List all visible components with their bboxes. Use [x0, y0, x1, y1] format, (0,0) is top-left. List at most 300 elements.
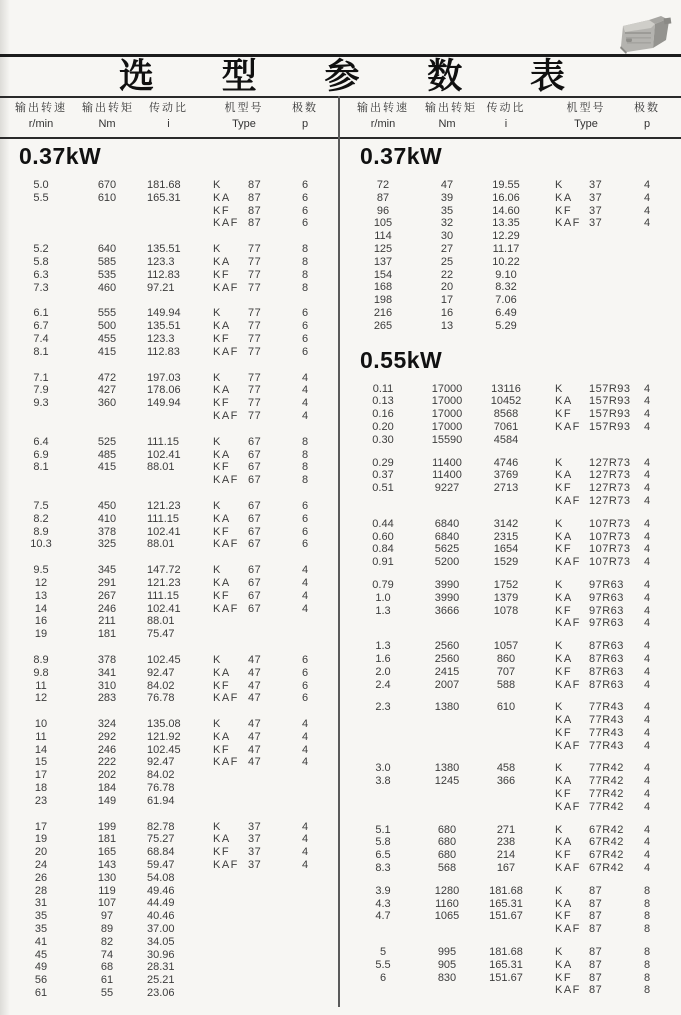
type-size-cell: 87: [248, 191, 262, 204]
type-size-cell: 157R93: [589, 395, 631, 408]
ratio-group: [0, 307, 340, 358]
table-row: [341, 666, 681, 679]
type-prefix-cell: K: [555, 640, 564, 653]
table-row: [0, 513, 340, 526]
ratio-cell: 75.27: [147, 833, 175, 846]
type-size-cell: 87R63: [589, 652, 624, 665]
poles-cell: 4: [643, 665, 651, 678]
type-prefix-cell: KF: [213, 204, 231, 217]
speed-cell: 8.1: [33, 461, 49, 474]
type-size-cell: 97R63: [589, 591, 624, 604]
ratio-cell: 19.55: [492, 179, 520, 191]
type-prefix-cell: K: [213, 820, 222, 833]
speed-cell: 5.8: [33, 255, 49, 268]
type-size-cell: 37: [589, 204, 603, 217]
speed-cell: 13: [34, 589, 48, 602]
ratio-label: 传动比: [149, 102, 188, 114]
table-row: [341, 762, 681, 775]
speed-cell: 2.0: [375, 665, 391, 678]
type-prefix-cell: KF: [213, 589, 231, 602]
speed-cell: 6.1: [33, 307, 49, 320]
ratio-cell: 1057: [493, 640, 519, 653]
speed-cell: 0.84: [372, 543, 394, 556]
ratio-cell: 16.06: [492, 191, 520, 204]
type-size-cell: 87: [248, 204, 262, 217]
type-size-cell: 77: [248, 268, 262, 281]
table-row: [341, 801, 681, 814]
table-row: [0, 333, 340, 346]
speed-cell: 105: [373, 217, 393, 230]
ratio-cell: 30.96: [147, 948, 175, 961]
type-size-cell: 47: [248, 756, 262, 769]
torque-cell: 378: [97, 525, 117, 538]
torque-cell: 905: [437, 958, 457, 971]
ratio-cell: 49.46: [147, 884, 175, 897]
table-row: [341, 775, 681, 788]
type-size-cell: 47: [248, 718, 262, 731]
type-prefix-cell: K: [213, 307, 222, 320]
torque-cell: 184: [97, 782, 117, 795]
type-prefix-cell: KA: [555, 836, 573, 849]
type-size-cell: 127R73: [589, 494, 631, 507]
type-prefix-cell: K: [555, 517, 564, 530]
type-prefix-cell: KAF: [555, 862, 581, 875]
type-prefix-cell: KA: [555, 714, 573, 727]
poles-cell: 8: [301, 281, 309, 294]
poles-cell: 4: [643, 862, 651, 875]
torque-cell: 30: [440, 230, 454, 243]
ratio-cell: 214: [496, 849, 516, 862]
type-prefix-cell: KA: [213, 320, 231, 333]
type-size-cell: 87R63: [589, 640, 624, 653]
gearmotor-photo: [609, 10, 673, 56]
poles-cell: 4: [643, 604, 651, 617]
speed-cell: 2.3: [375, 701, 391, 714]
type-size-cell: 87R63: [589, 665, 624, 678]
table-row: [341, 383, 681, 396]
poles-cell: 4: [643, 849, 651, 862]
table-row: [0, 974, 340, 987]
table-row: [341, 543, 681, 556]
ratio-cell: 8.32: [495, 281, 517, 294]
table-row: [0, 756, 340, 769]
torque-cell: 97: [100, 910, 114, 923]
table-row: [341, 972, 681, 985]
ratio-cell: 178.06: [147, 384, 181, 397]
torque-cell: 310: [97, 679, 117, 692]
ratio-cell: 181.68: [489, 946, 523, 959]
type-prefix-cell: KA: [555, 395, 573, 408]
ratio-cell: 1379: [493, 591, 519, 604]
speed-cell: 9.3: [33, 397, 49, 410]
table-row: [341, 307, 681, 320]
speed-cell: 8.3: [375, 862, 391, 875]
torque-cell: 415: [97, 461, 117, 474]
ratio-cell: 34.05: [147, 935, 175, 948]
col-header-poles: [283, 100, 327, 132]
torque-cell: 485: [97, 448, 117, 461]
type-prefix-cell: KAF: [213, 756, 239, 769]
ratio-group: [0, 436, 340, 487]
type-size-cell: 67R42: [589, 849, 624, 862]
table-body-right: [341, 138, 681, 1007]
speed-cell: 6.7: [33, 320, 49, 333]
speed-cell: 23: [34, 794, 48, 807]
ratio-cell: 13116: [491, 382, 521, 395]
table-row: [341, 256, 681, 269]
table-row: [0, 590, 340, 603]
type-size-cell: 87: [589, 897, 603, 910]
table-row: [341, 457, 681, 470]
type-size-cell: 77: [248, 281, 262, 294]
ratio-group: [0, 243, 340, 294]
speed-cell: 6.4: [33, 435, 49, 448]
speed-cell: 87: [376, 191, 390, 204]
speed-cell: 6.5: [375, 849, 391, 862]
type-size-cell: 107R73: [589, 530, 631, 543]
col-header-ratio: [132, 100, 205, 132]
type-size-cell: 67: [248, 448, 262, 461]
poles-cell: 6: [301, 538, 309, 551]
speed-cell: 26: [34, 871, 48, 884]
ratio-cell: 25.21: [147, 974, 175, 987]
ratio-cell: 1752: [493, 578, 519, 591]
table-row: [341, 495, 681, 508]
type-prefix-cell: KF: [555, 849, 573, 862]
speed-cell: 19: [34, 628, 48, 641]
type-size-cell: 67: [248, 525, 262, 538]
ratio-cell: 4584: [493, 433, 519, 446]
torque-cell: 15590: [431, 433, 463, 446]
poles-cell: 8: [643, 946, 651, 959]
type-size-cell: 97R63: [589, 578, 624, 591]
speed-cell: 2.4: [375, 678, 391, 691]
power-section-heading: 0.37kW: [360, 143, 443, 169]
ratio-cell: 23.06: [147, 987, 175, 1000]
speed-cell: 49: [34, 961, 48, 974]
ratio-cell: 102.45: [147, 653, 181, 666]
ratio-group: [0, 821, 340, 1000]
speed-cell: 0.30: [372, 433, 394, 446]
table-row: [0, 410, 340, 423]
torque-cell: 181: [97, 628, 117, 641]
speed-cell: 28: [34, 884, 48, 897]
ratio-cell: 28.31: [147, 961, 175, 974]
ratio-cell: 44.49: [147, 897, 175, 910]
table-row: [0, 923, 340, 936]
type-prefix-cell: KAF: [213, 474, 239, 487]
type-size-cell: 67: [248, 499, 262, 512]
ratio-cell: 165.31: [147, 191, 181, 204]
poles-cell: 4: [301, 564, 309, 577]
type-prefix-cell: K: [213, 564, 222, 577]
poles-cell: 8: [301, 448, 309, 461]
table-row: [0, 897, 340, 910]
col-header-torque: [82, 100, 132, 132]
type-prefix-cell: KF: [555, 604, 573, 617]
poles-cell: 4: [301, 743, 309, 756]
type-prefix-cell: KAF: [555, 217, 581, 230]
type-size-cell: 77R43: [589, 726, 624, 739]
type-size-cell: 67: [248, 538, 262, 551]
poles-cell: 6: [301, 320, 309, 333]
type-prefix-cell: KA: [213, 384, 231, 397]
torque-cell: 246: [97, 743, 117, 756]
table-row: [341, 294, 681, 307]
speed-cell: 4.3: [375, 897, 391, 910]
torque-cell: 16: [440, 306, 454, 319]
ratio-cell: 11.17: [492, 242, 520, 255]
type-prefix-cell: KA: [555, 652, 573, 665]
speed-cell: 8.9: [33, 653, 49, 666]
torque-cell: 222: [97, 756, 117, 769]
torque-cell: 283: [97, 692, 117, 705]
table-header-left: [0, 100, 340, 132]
speed-cell: 0.29: [372, 456, 394, 469]
ratio-cell: 1654: [493, 543, 519, 556]
type-prefix-cell: KAF: [213, 217, 239, 230]
type-prefix-cell: K: [555, 456, 564, 469]
ratio-cell: 1529: [493, 556, 519, 569]
table-row: [0, 449, 340, 462]
table-header-right: [341, 100, 681, 132]
type-prefix-cell: KF: [213, 268, 231, 281]
table-row: [341, 205, 681, 218]
type-size-cell: 97R63: [589, 604, 624, 617]
type-prefix-cell: K: [213, 718, 222, 731]
poles-cell: 4: [643, 836, 651, 849]
type-size-cell: 67R42: [589, 823, 624, 836]
type-prefix-cell: KAF: [555, 556, 581, 569]
type-prefix-cell: KF: [555, 204, 573, 217]
table-row: [341, 701, 681, 714]
col-header-speed: [0, 100, 82, 132]
speed-cell: 11: [35, 679, 47, 692]
torque-cell: 455: [97, 332, 117, 345]
table-row: [341, 984, 681, 997]
type-size-cell: 157R93: [589, 420, 631, 433]
poles-cell: 6: [301, 679, 309, 692]
poles-label: 极数: [634, 102, 660, 114]
poles-cell: 6: [301, 525, 309, 538]
torque-cell: 472: [97, 371, 117, 384]
poles-cell: 4: [301, 833, 309, 846]
torque-cell: 68: [100, 961, 114, 974]
torque-cell: 555: [97, 307, 117, 320]
power-section-heading: 0.55kW: [360, 346, 443, 373]
torque-cell: 5625: [434, 543, 460, 556]
ratio-cell: 123.3: [147, 255, 175, 268]
ratio-cell: 68.84: [147, 846, 175, 859]
ratio-cell: 112.83: [147, 268, 180, 281]
ratio-group: [0, 564, 340, 641]
power-section-heading: 0.37kW: [19, 143, 102, 169]
type-size-cell: 87: [248, 217, 262, 230]
ratio-cell: 121.23: [147, 499, 181, 512]
table-row: [341, 862, 681, 875]
table-row: [0, 821, 340, 834]
torque-cell: 585: [97, 255, 117, 268]
torque-cell: 165: [97, 846, 117, 859]
poles-cell: 4: [643, 701, 651, 714]
type-prefix-cell: KF: [213, 397, 231, 410]
poles-cell: 8: [301, 435, 309, 448]
poles-cell: 8: [301, 268, 309, 281]
speed-cell: 7.3: [33, 281, 49, 294]
ratio-cell: 165.31: [489, 897, 523, 910]
ratio-cell: 111.15: [147, 435, 180, 448]
ratio-group: [341, 824, 681, 875]
speed-cell: 0.16: [372, 408, 394, 421]
type-size-cell: 77: [248, 384, 262, 397]
table-row: [0, 256, 340, 269]
poles-cell: 4: [643, 395, 651, 408]
torque-cell: 3990: [434, 591, 460, 604]
table-body-left: [0, 138, 340, 1013]
torque-cell: 22: [440, 268, 454, 281]
table-row: [341, 579, 681, 592]
speed-cell: 3.9: [375, 884, 391, 897]
type-size-cell: 67: [248, 474, 262, 487]
speed-cell: 41: [34, 935, 48, 948]
ratio-cell: 102.45: [147, 743, 181, 756]
poles-cell: 4: [301, 397, 309, 410]
type-prefix-cell: K: [555, 578, 564, 591]
poles-cell: 4: [643, 456, 651, 469]
ratio-cell: 3142: [493, 517, 519, 530]
ratio-cell: 88.01: [147, 615, 175, 628]
table-row: [0, 628, 340, 641]
torque-unit: Nm: [438, 118, 456, 130]
type-size-cell: 77R42: [589, 788, 624, 801]
type-prefix-cell: KAF: [213, 281, 239, 294]
speed-cell: 9.5: [33, 564, 49, 577]
torque-cell: 27: [440, 242, 454, 255]
speed-cell: 1.6: [375, 652, 391, 665]
type-prefix-cell: KA: [555, 775, 573, 788]
speed-cell: 56: [34, 974, 48, 987]
type-prefix-cell: KAF: [555, 739, 581, 752]
table-row: [0, 654, 340, 667]
torque-cell: 25: [440, 255, 454, 268]
speed-unit: r/min: [370, 118, 396, 130]
ratio-cell: 102.41: [147, 602, 181, 615]
speed-cell: 125: [373, 242, 393, 255]
type-size-cell: 37: [248, 820, 262, 833]
table-row: [341, 885, 681, 898]
table-row: [341, 192, 681, 205]
type-size-cell: 157R93: [589, 408, 631, 421]
ratio-group: [341, 457, 681, 508]
type-prefix-cell: KA: [213, 666, 231, 679]
type-size-cell: 77R42: [589, 800, 624, 813]
poles-cell: 4: [301, 602, 309, 615]
table-row: [341, 617, 681, 630]
poles-cell: 6: [301, 499, 309, 512]
speed-cell: 8.9: [33, 525, 49, 538]
ratio-cell: 10.22: [492, 255, 520, 268]
table-row: [341, 281, 681, 294]
torque-label: 输出转矩: [82, 102, 134, 114]
ratio-group: [0, 654, 340, 705]
speed-cell: 6.9: [33, 448, 49, 461]
table-row: [0, 205, 340, 218]
ratio-cell: 88.01: [147, 461, 175, 474]
ratio-cell: 76.78: [147, 692, 175, 705]
ratio-cell: 181.68: [147, 179, 181, 191]
speed-cell: 7.4: [33, 332, 49, 345]
speed-cell: 35: [34, 923, 48, 936]
poles-cell: 6: [301, 512, 309, 525]
ratio-unit: i: [504, 118, 508, 130]
poles-cell: 4: [643, 578, 651, 591]
table-row: [0, 744, 340, 757]
speed-cell: 10: [34, 718, 48, 731]
torque-cell: 345: [97, 564, 117, 577]
speed-cell: 96: [376, 204, 390, 217]
ratio-unit: i: [167, 118, 170, 130]
torque-cell: 830: [437, 971, 457, 984]
poles-label: 极数: [292, 102, 318, 114]
type-size-cell: 87: [589, 984, 603, 997]
torque-cell: 202: [97, 769, 117, 782]
table-row: [341, 320, 681, 333]
table-row: [341, 849, 681, 862]
type-label: 机型号: [224, 102, 264, 114]
type-size-cell: 107R73: [589, 556, 631, 569]
ratio-group: [341, 885, 681, 936]
table-row: [0, 500, 340, 513]
poles-cell: 4: [643, 204, 651, 217]
speed-cell: 18: [34, 782, 48, 795]
speed-cell: 5.0: [33, 179, 49, 191]
ratio-cell: 102.41: [147, 525, 181, 538]
type-size-cell: 77: [248, 320, 262, 333]
speed-cell: 17: [34, 820, 48, 833]
torque-cell: 292: [97, 730, 117, 743]
table-row: [341, 408, 681, 421]
type-size-cell: 87: [248, 179, 262, 191]
type-size-cell: 77: [248, 371, 262, 384]
type-prefix-cell: KA: [213, 255, 231, 268]
ratio-cell: 707: [496, 665, 516, 678]
type-prefix-cell: KF: [555, 788, 573, 801]
type-prefix-cell: K: [555, 946, 564, 959]
table-row: [341, 179, 681, 192]
table-row: [0, 474, 340, 487]
torque-cell: 2007: [434, 678, 460, 691]
torque-cell: 6840: [434, 530, 460, 543]
ratio-cell: 4746: [493, 456, 519, 469]
type-prefix-cell: KF: [555, 665, 573, 678]
type-prefix-cell: KF: [213, 679, 231, 692]
speed-cell: 3.8: [375, 775, 391, 788]
type-label: 机型号: [566, 102, 606, 114]
torque-cell: 143: [97, 859, 117, 872]
torque-unit: Nm: [98, 118, 116, 130]
type-prefix-cell: KAF: [555, 494, 581, 507]
table-row: [0, 436, 340, 449]
torque-cell: 13: [440, 319, 454, 332]
poles-cell: 4: [643, 191, 651, 204]
table-row: [341, 434, 681, 447]
type-prefix-cell: KF: [213, 525, 231, 538]
table-row: [341, 740, 681, 753]
poles-cell: 4: [643, 823, 651, 836]
type-prefix-cell: KAF: [213, 859, 239, 872]
torque-cell: 107: [97, 897, 117, 910]
type-prefix-cell: KF: [555, 543, 573, 556]
